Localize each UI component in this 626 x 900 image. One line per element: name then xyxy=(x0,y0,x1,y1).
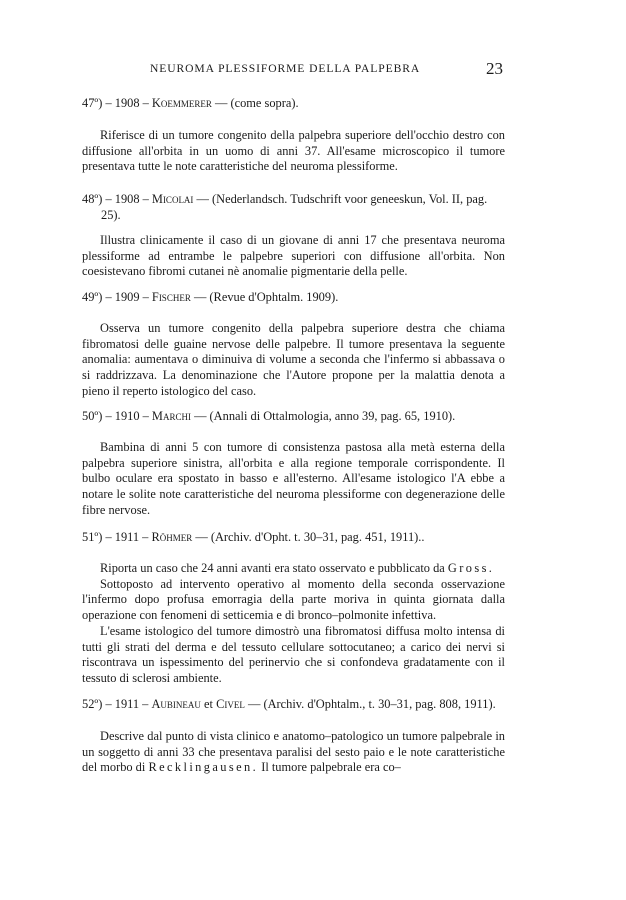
entry-number: 47º) xyxy=(82,96,103,110)
entry-year: 1909 xyxy=(114,290,140,304)
entry-48-body xyxy=(82,233,505,280)
entry-author: Aubineau xyxy=(151,697,201,711)
page-number: 23 xyxy=(486,59,503,78)
entry-year: 1908 xyxy=(114,96,140,110)
paragraph: Osserva un tumore congenito della palpebra superiore destra che chiama fibromatosi delle guaine nervose delle palpebre. Il tumore presentava la seguente anomalia: aumentava o diminuiva di volume a seconda che l'infermo si abbassava o si raddrizzava. La denominazione che l'Autore propone per la malattia denota a pieno il reperto istologico del caso. xyxy=(82,321,505,398)
entry-heading: 49º) – 1909 – Fischer — (Revue d'Ophtalm. 1909). xyxy=(82,290,339,304)
entry-source: — (come sopra). xyxy=(214,96,299,110)
paragraph: Descrive dal punto di vista clinico e anatomo–patologico un tumore palpebrale in un soggetto di anni 33 che presentava paralisi del sesto paio e le note caratteristiche del morbo di Recklingausen. Il tumore palpebrale era co– xyxy=(82,729,505,775)
entry-heading: 47º) – 1908 – Koemmerer — (come sopra). xyxy=(82,96,299,110)
entry-source: — (Archiv. d'Opht. t. 30–31, pag. 451, 1911).. xyxy=(195,530,425,544)
entry-47 xyxy=(82,96,505,112)
paragraph: Bambina di anni 5 con tumore di consistenza pastosa alla metà esterna della palpebra superiore sinistra, all'orbita e alla regione temporale corrispondente. Il bulbo oculare era spostato in basso e all'esterno. All'esame istologico l'A ebbe a notare le solite note caratteristiche del neuroma plessiforme con degenerazione delle fibre nervose. xyxy=(82,440,505,517)
entry-51 xyxy=(82,530,505,546)
running-title: NEUROMA PLESSIFORME DELLA PALPEBRA xyxy=(150,62,421,75)
spaced-name: Recklingausen. xyxy=(148,760,259,775)
entry-50 xyxy=(82,409,505,425)
entry-source: — (Archiv. d'Ophtalm., t. 30–31, pag. 808, 1911). xyxy=(247,697,496,711)
entry-50-body xyxy=(82,440,505,519)
entry-heading: 52º) – 1911 – Aubineau et Civel — (Archiv. d'Ophtalm., t. 30–31, pag. 808, 1911). xyxy=(82,697,496,711)
entry-heading: 50º) – 1910 – Marchi — (Annali di Ottalmologia, anno 39, pag. 65, 1910). xyxy=(82,409,456,423)
paragraph: L'esame istologico del tumore dimostrò una fibromatosi diffusa molto intensa di tutti gli strati del derma e del tessuto cellulare sottocutaneo; a carico dei nervi si riscontrava un ispessimento del perinervio che si confondeva gradatamente con il tessuto di sclerosi ambiente. xyxy=(82,623,505,685)
entry-conjunction: et xyxy=(204,697,213,711)
entry-author: Micolai xyxy=(151,192,194,206)
entry-author: Fischer xyxy=(151,290,191,304)
entry-51-body xyxy=(82,561,505,687)
entry-49-body xyxy=(82,321,505,400)
entry-number: 52º) xyxy=(82,697,103,711)
entry-author: Marchi xyxy=(151,409,191,423)
entry-48 xyxy=(82,192,505,223)
entry-heading: 48º) – 1908 – Micolai — (Nederlandsch. Tudschrift voor geneeskun, Vol. II, pag. 25). xyxy=(82,192,488,222)
entry-source: — (Revue d'Ophtalm. 1909). xyxy=(193,290,339,304)
entry-number: 51º) xyxy=(82,530,103,544)
entry-author: Röhmer xyxy=(151,530,193,544)
entry-year: 1910 xyxy=(114,409,140,423)
entry-heading: 51º) – 1911 – Röhmer — (Archiv. d'Opht. t. 30–31, pag. 451, 1911).. xyxy=(82,530,425,544)
entry-52 xyxy=(82,697,505,713)
entry-year: 1911 xyxy=(114,530,140,544)
paragraph: Illustra clinicamente il caso di un giovane di anni 17 che presentava neuroma plessiforme ad entrambe le palpebre superiori con diffusione all'orbita. Non coesistevano fibromi cutanei nè anomalie pigmentarie della pelle. xyxy=(82,233,505,279)
entry-source: — (Nederlandsch. Tudschrift voor geneeskun, Vol. II, pag. 25). xyxy=(101,192,488,222)
entry-year: 1911 xyxy=(114,697,140,711)
entry-year: 1908 xyxy=(114,192,140,206)
paragraph: Riporta un caso che 24 anni avanti era stato osservato e pubblicato da Gross. xyxy=(100,561,495,575)
entry-number: 48º) xyxy=(82,192,103,206)
paragraph: Riferisce di un tumore congenito della palpebra superiore dell'occhio destro con diffusione all'orbita in un uomo di anni 37. All'esame microscopico il tumore presentava tutte le note caratteristiche del neuroma plessiforme. xyxy=(82,128,505,174)
entry-47-body xyxy=(82,128,505,175)
entry-49 xyxy=(82,290,505,306)
spaced-name: Gross. xyxy=(447,561,495,575)
entry-number: 49º) xyxy=(82,290,103,304)
entry-52-body xyxy=(82,729,505,776)
entry-author: Koemmerer xyxy=(151,96,212,110)
entry-source: — (Annali di Ottalmologia, anno 39, pag. 65, 1910). xyxy=(194,409,456,423)
paragraph: Sottoposto ad intervento operativo al momento della seconda osservazione l'infermo dopo profusa emorragia della parte moriva in quinta giornata dalla operazione con fenomeni di setticemia e di bronco–polmonite infettiva. xyxy=(82,576,505,623)
entry-number: 50º) xyxy=(82,409,103,423)
entry-author-2: Civel xyxy=(216,697,245,711)
